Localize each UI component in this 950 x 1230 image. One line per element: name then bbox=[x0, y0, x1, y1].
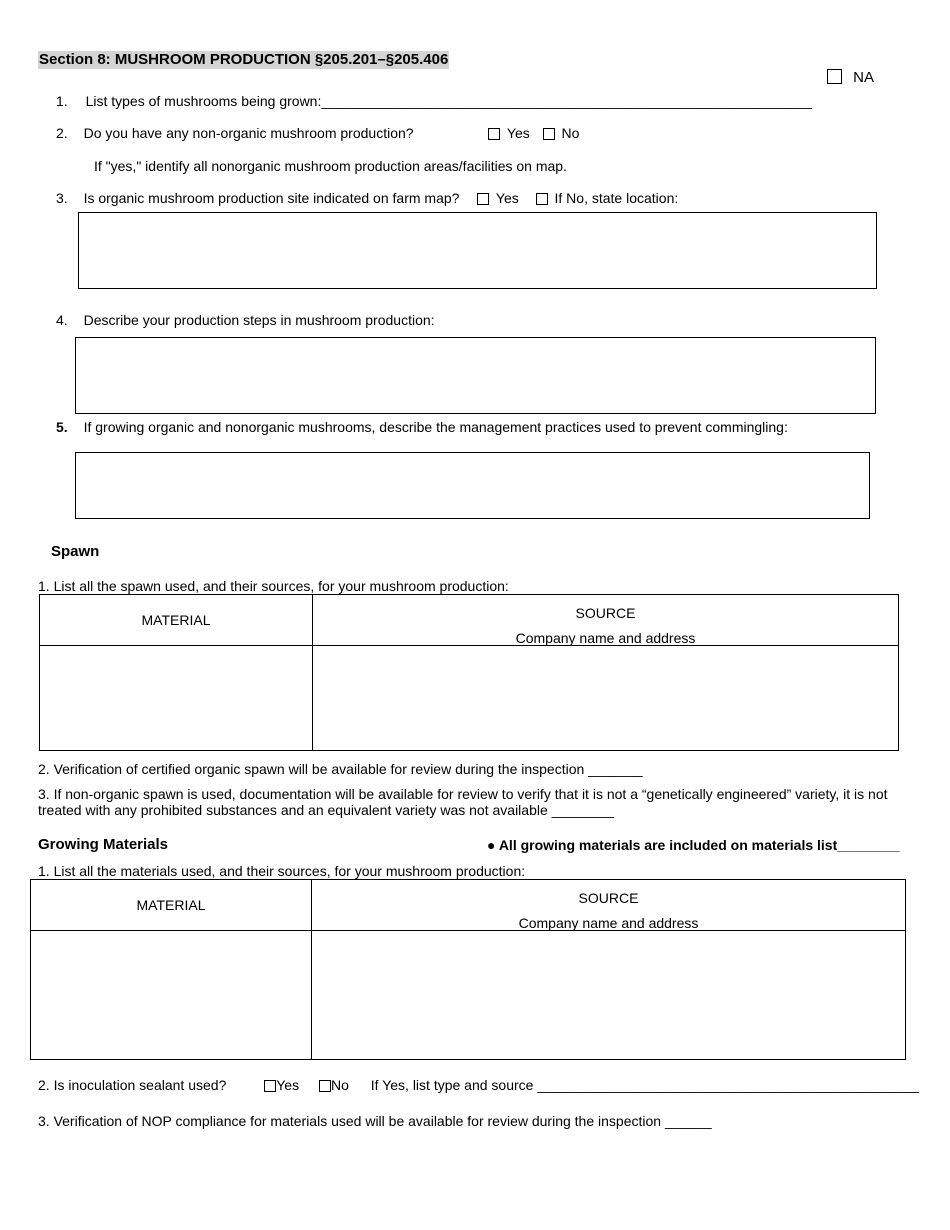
spawn-item-2: 2. Verification of certified organic spawn will be available for review during the inspection _______ bbox=[38, 761, 643, 777]
q2-no-checkbox[interactable] bbox=[543, 128, 555, 140]
q3-no-label: If No, state location: bbox=[554, 190, 679, 206]
question-4 bbox=[56, 312, 435, 328]
sealant-question: 2. Is inoculation sealant used? bbox=[38, 1077, 227, 1093]
growing-item-2 bbox=[38, 1077, 919, 1093]
q2-options bbox=[488, 125, 579, 141]
spawn-material-cell[interactable] bbox=[40, 646, 313, 751]
q2-number: 2. bbox=[56, 125, 68, 141]
growing-item-3: 3. Verification of NOP compliance for materials used will be available for review during the inspection ______ bbox=[38, 1113, 712, 1129]
sealant-yes-checkbox[interactable] bbox=[264, 1080, 276, 1092]
q2-note: If "yes," identify all nonorganic mushroom production areas/facilities on map. bbox=[94, 158, 567, 174]
q3-no-checkbox[interactable] bbox=[536, 193, 548, 205]
growing-item-1: 1. List all the materials used, and their sources, for your mushroom production: bbox=[38, 863, 526, 879]
q2-no-label: No bbox=[561, 125, 580, 141]
spawn-table-header bbox=[40, 595, 899, 646]
question-1 bbox=[56, 93, 812, 109]
spawn-table bbox=[39, 594, 899, 751]
q3-yes-checkbox[interactable] bbox=[477, 193, 489, 205]
spawn-source-label: SOURCE bbox=[575, 605, 636, 621]
spawn-source-cell[interactable] bbox=[313, 646, 899, 751]
q2-yes-label: Yes bbox=[506, 125, 530, 141]
growing-material-header: MATERIAL bbox=[31, 880, 312, 931]
q2-text: Do you have any non-organic mushroom production? bbox=[83, 125, 414, 141]
q1-text[interactable]: List types of mushrooms being grown:_______________________________________________________________ bbox=[85, 93, 812, 109]
q5-number: 5. bbox=[56, 419, 68, 435]
q4-number: 4. bbox=[56, 312, 68, 328]
growing-table-header bbox=[31, 880, 906, 931]
growing-source-cell[interactable] bbox=[312, 931, 906, 1060]
section-title: Section 8: MUSHROOM PRODUCTION §205.201–§205.406 bbox=[39, 51, 449, 68]
spawn-source-sublabel: Company name and address bbox=[515, 630, 696, 646]
q4-steps-textbox[interactable] bbox=[75, 337, 876, 414]
question-3 bbox=[56, 190, 459, 206]
spawn-item-1: 1. List all the spawn used, and their sources, for your mushroom production: bbox=[38, 578, 509, 594]
na-checkbox[interactable] bbox=[827, 69, 842, 84]
q5-text: If growing organic and nonorganic mushrooms, describe the management practices used to prevent commingling: bbox=[83, 419, 788, 435]
spawn-heading: Spawn bbox=[51, 543, 100, 560]
q3-location-textbox[interactable] bbox=[78, 212, 877, 289]
sealant-no-checkbox[interactable] bbox=[319, 1080, 331, 1092]
q3-text: Is organic mushroom production site indicated on farm map? bbox=[83, 190, 460, 206]
q5-practices-textbox[interactable] bbox=[75, 452, 870, 519]
sealant-no-label: No bbox=[330, 1077, 349, 1093]
q3-yes-label: Yes bbox=[495, 190, 519, 206]
sealant-yes-label: Yes bbox=[276, 1077, 300, 1093]
growing-table-row bbox=[31, 931, 906, 1060]
question-5 bbox=[56, 419, 788, 435]
growing-source-label: SOURCE bbox=[578, 890, 639, 906]
spawn-table-row bbox=[40, 646, 899, 751]
growing-materials-note: ● All growing materials are included on materials list________ bbox=[487, 837, 900, 853]
growing-material-cell[interactable] bbox=[31, 931, 312, 1060]
growing-source-header bbox=[312, 880, 906, 931]
spawn-source-header bbox=[313, 595, 899, 646]
q3-options bbox=[477, 190, 678, 206]
q3-number: 3. bbox=[56, 190, 68, 206]
q1-number: 1. bbox=[56, 93, 68, 109]
growing-table bbox=[30, 879, 906, 1060]
q2-yes-checkbox[interactable] bbox=[488, 128, 500, 140]
growing-materials-heading: Growing Materials bbox=[38, 836, 169, 853]
sealant-type-source[interactable]: If Yes, list type and source _________________________________________________ bbox=[370, 1077, 919, 1093]
na-option[interactable] bbox=[827, 69, 874, 86]
growing-source-sublabel: Company name and address bbox=[518, 915, 699, 931]
question-2 bbox=[56, 125, 414, 141]
na-label: NA bbox=[853, 69, 875, 86]
q4-text: Describe your production steps in mushroom production: bbox=[83, 312, 435, 328]
spawn-material-header: MATERIAL bbox=[40, 595, 313, 646]
spawn-item-3: 3. If non-organic spawn is used, documentation will be available for review to verify that it is not a “genetically engineered” variety, it is not treated with any prohibited substances and an equivalent variety was not available ________ bbox=[38, 786, 888, 818]
